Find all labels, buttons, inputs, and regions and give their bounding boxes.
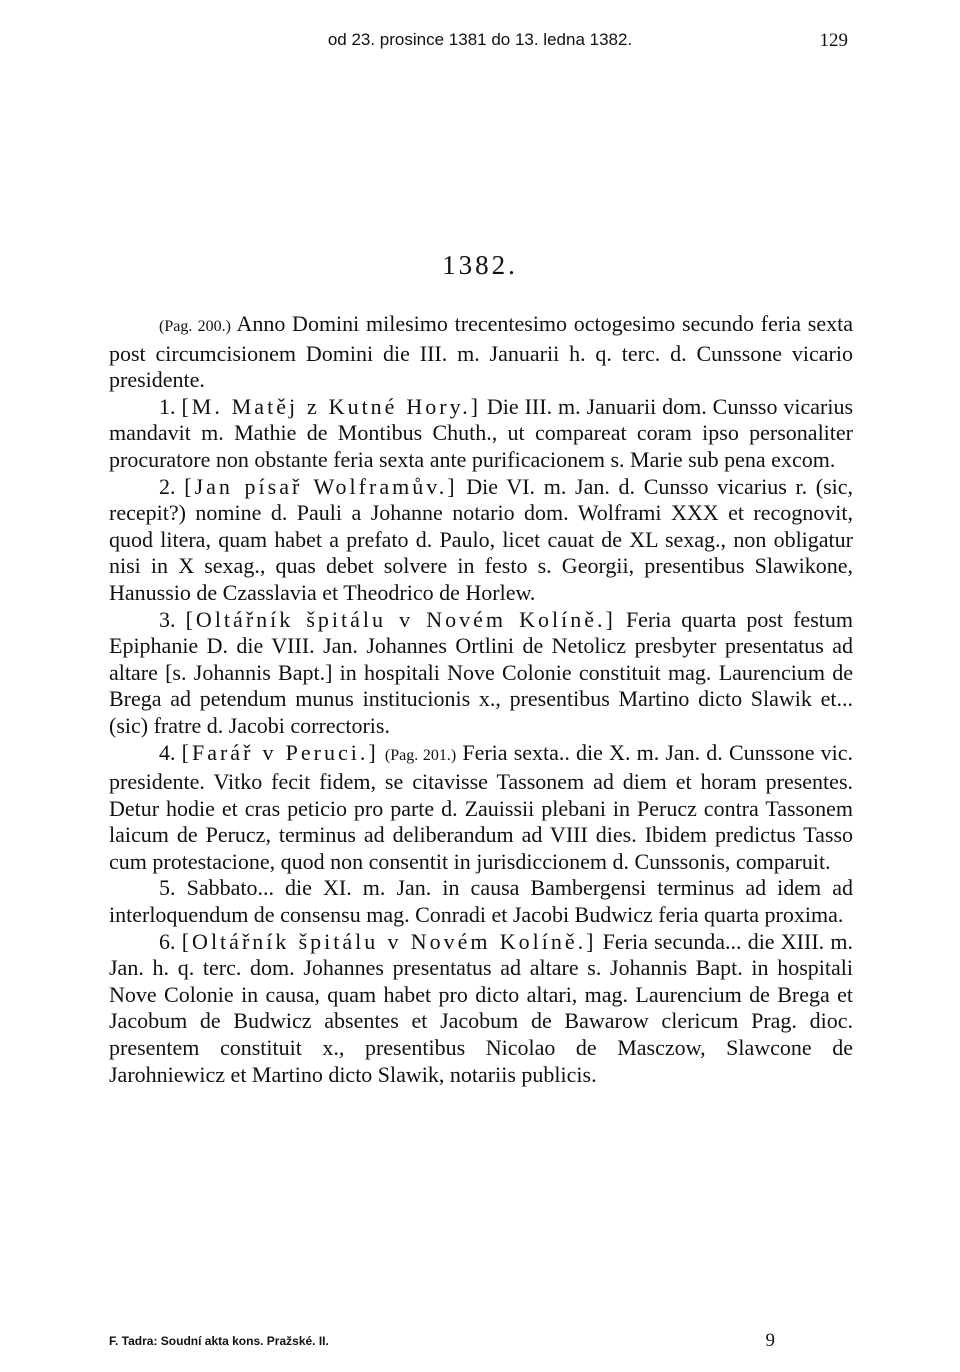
entry-title: [Jan písař Wolframův.] bbox=[184, 473, 458, 499]
entry-number: 4. bbox=[159, 739, 176, 765]
entry-text: Feria sexta.. die X. m. Jan. d. Cunssone vic. presidente. Vitko fecit fidem, se citavisse Tassonem ad diem et horam presentes. Detur hodie et cras peticio pro parte d. Zauissii plebani in Perucz contra Tassonem laicum de Perucz, terminus ad deliberandum ad VIII dies. Ibidem predictus Tasso cum protestacione, quod non consentit in jurisdiccionem d. Cunssonis, comparuit. bbox=[109, 739, 854, 874]
page-reference: (Pag. 201.) bbox=[384, 746, 457, 764]
entry-title: [Oltářník špitálu v Novém Kolíně.] bbox=[181, 928, 597, 954]
entry-text: Die III. m. Januarii dom. Cunsso vicarius mandavit m. Mathie de Montibus Chuth., ut compareat coram ipso personaliter procuratore non obstante feria sexta ante purificacionem s. Marie sub pena excom. bbox=[109, 393, 854, 472]
entry-number: 5. bbox=[159, 875, 176, 901]
page-footer bbox=[109, 1330, 853, 1354]
entry-paragraph bbox=[109, 394, 853, 474]
document-body bbox=[109, 311, 853, 1088]
entry-title: [M. Matěj z Kutné Hory.] bbox=[181, 393, 481, 419]
entry-paragraph bbox=[109, 875, 853, 928]
entry-paragraph bbox=[109, 474, 853, 607]
intro-paragraph bbox=[109, 311, 853, 394]
header-date-range: od 23. prosince 1381 do 13. ledna 1382. bbox=[327, 30, 633, 49]
entry-title: [Oltářník špitálu v Novém Kolíně.] bbox=[185, 606, 616, 632]
signature-mark: 9 bbox=[765, 1330, 775, 1351]
entry-number: 3. bbox=[159, 606, 176, 632]
entry-title: [Farář v Peruci.] bbox=[181, 739, 379, 765]
entry-paragraph bbox=[109, 929, 853, 1089]
year-heading: 1382. bbox=[442, 250, 518, 280]
entry-paragraph bbox=[109, 740, 853, 876]
page-reference: (Pag. 200.) bbox=[159, 318, 231, 335]
running-header bbox=[0, 30, 960, 70]
entry-text: Feria quarta post festum Epiphanie D. die VIII. Jan. Johannes Ortlini de Netolicz presbyter presentatus ad altare [s. Johannis Bapt.] in hospitali Nove Colonie constituit mag. Laurencium de Brega ad petendum munus institucionis x., presentibus Martino dicto Slawik et... (sic) fratre d. Jacobi correctoris. bbox=[109, 606, 853, 738]
entry-text: Feria secunda... die XIII. m. Jan. h. q. terc. dom. Johannes presentatus ad altare s. Johannis Bapt. in hospitali Nove Colonie in causa, quam habet pro dicto altari, mag. Laurencium de Brega et Jacobum de Budwicz absentes et Jacobum de Bawarow clericum Prag. dioc. presentem constituit x., presentibus Nicolao de Masczow, Slawcone de Jarohniewicz et Martino dicto Slawik, notariis publicis. bbox=[109, 928, 854, 1087]
footer-signature: F. Tadra: Soudní akta kons. Pražské. II. bbox=[109, 1334, 329, 1348]
entry-paragraph bbox=[109, 607, 853, 740]
page-number: 129 bbox=[819, 30, 848, 51]
entry-text: Die VI. m. Jan. d. Cunsso vicarius r. (sic, recepit?) nomine d. Pauli a Johanne notario dom. Wolframi XXX et recognovit, quod litera, quam habet a prefato d. Paulo, licet cauat de XL sexag., non obligatur nisi in X sexag., quas debet solvere in festo s. Georgii, presentibus Slawikone, Hanussio de Czasslavia et Theodrico de Horlew. bbox=[109, 473, 854, 605]
entry-number: 6. bbox=[159, 928, 176, 954]
entry-text: Sabbato... die XI. m. Jan. in causa Bambergensi terminus ad idem ad interloquendum de consensu mag. Conradi et Jacobi Budwicz feria quarta proxima. bbox=[109, 875, 853, 928]
entry-number: 2. bbox=[159, 473, 176, 499]
entry-number: 1. bbox=[159, 393, 176, 419]
intro-text: Anno Domini milesimo trecentesimo octogesimo secundo feria sexta post circumcisionem Domini die III. m. Januarii h. q. terc. d. Cunssone vicario presidente. bbox=[109, 311, 854, 393]
